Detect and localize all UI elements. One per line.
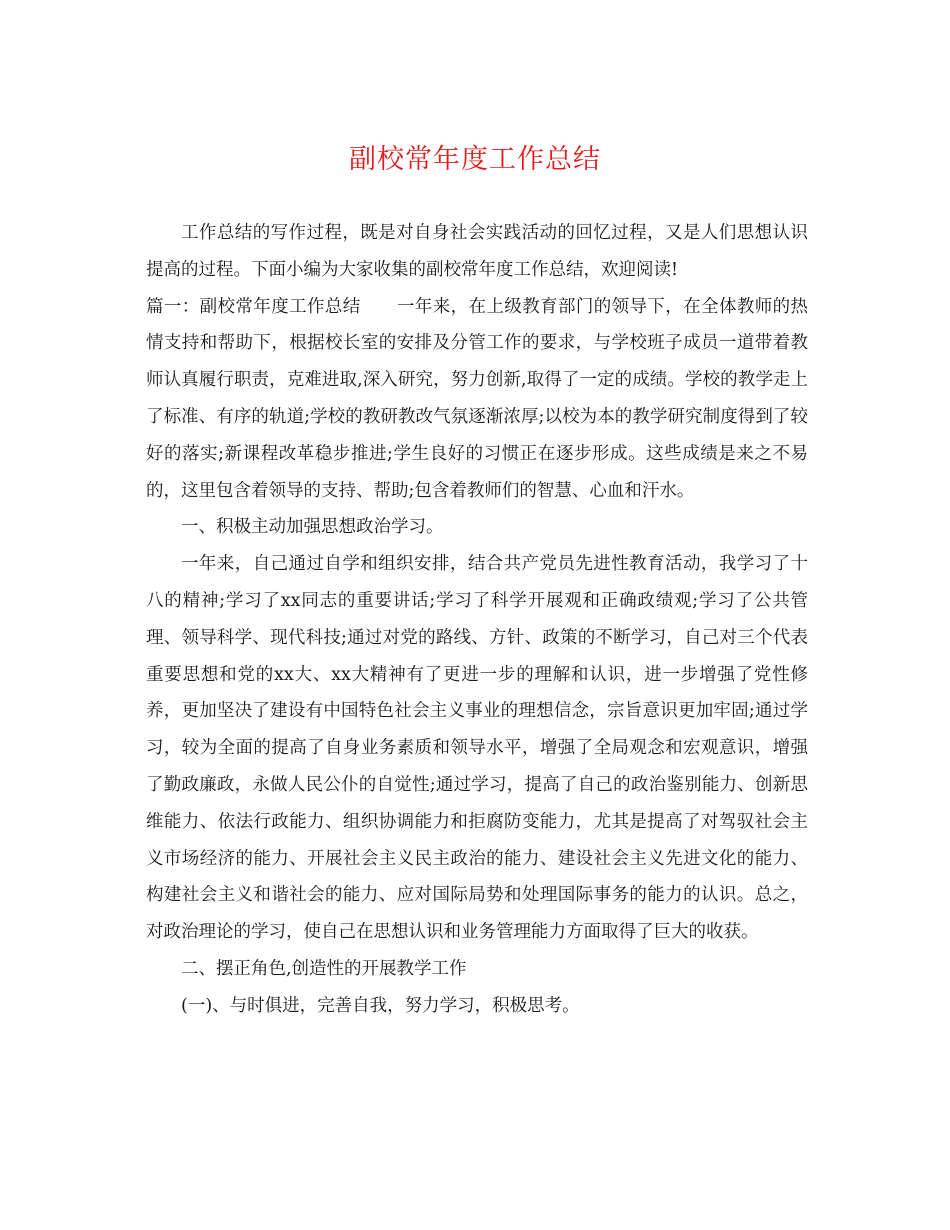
document-title: 副校常年度工作总结 xyxy=(349,144,601,175)
part-one-heading: 篇一：副校常年度工作总结 xyxy=(146,296,361,317)
section-one-heading: 一、积极主动加强思想政治学习。 xyxy=(181,517,444,538)
intro-paragraph: 工作总结的写作过程，既是对自身社会实践活动的回忆过程，又是人们思想认识提高的过程。下面小编为大家收集的副校常年度工作总结，欢迎阅读! xyxy=(146,223,808,280)
part-one-text: 一年来，在上级教育部门的领导下，在全体教师的热情支持和帮助下，根据校长室的安排及分管工作的要求，与学校班子成员一道带着教师认真履行职责，克难进取,深入研究，努力创新,取得了一定的成绩。学校的教学走上了标准、有序的轨道;学校的教研教改气氛逐渐浓厚;以校为本的教学研究制度得到了较好的落实;新课程改革稳步推进;学生良好的习惯正在逐步形成。这些成绩是来之不易的，这里包含着领导的支持、帮助;包含着教师们的智慧、心血和汗水。 xyxy=(146,296,809,501)
part-one-paragraph xyxy=(146,289,808,510)
section-two-heading: 二、摆正角色,创造性的开展教学工作 xyxy=(181,958,467,979)
section-one-paragraph: 一年来，自己通过自学和组织安排，结合共产党员先进性教育活动，我学习了十八的精神;学习了xx同志的重要讲话;学习了科学开展观和正确政绩观;学习了公共管理、领导科学、现代科技;通过对党的路线、方针、政策的不断学习，自己对三个代表重要思想和党的xx大、xx大精神有了更进一步的理解和认识，进一步增强了党性修养，更加坚决了建设有中国特色社会主义事业的理想信念，宗旨意识更加牢固;通过学习，较为全面的提高了自身业务素质和领导水平，增强了全局观念和宏观意识，增强了勤政廉政，永做人民公仆的自觉性;通过学习，提高了自己的政治鉴别能力、创新思维能力、依法行政能力、组织协调能力和拒腐防变能力，尤其是提高了对驾驭社会主义市场经济的能力、开展社会主义民主政治的能力、建设社会主义先进文化的能力、构建社会主义和谐社会的能力、应对国际局势和处理国际事务的能力的认识。总之，对政治理论的学习，使自己在思想认识和业务管理能力方面取得了巨大的收获。 xyxy=(146,554,808,943)
document-body xyxy=(146,215,808,1025)
subsection-one-heading: (一)、与时俱进，完善自我，努力学习，积极思考。 xyxy=(181,995,580,1016)
